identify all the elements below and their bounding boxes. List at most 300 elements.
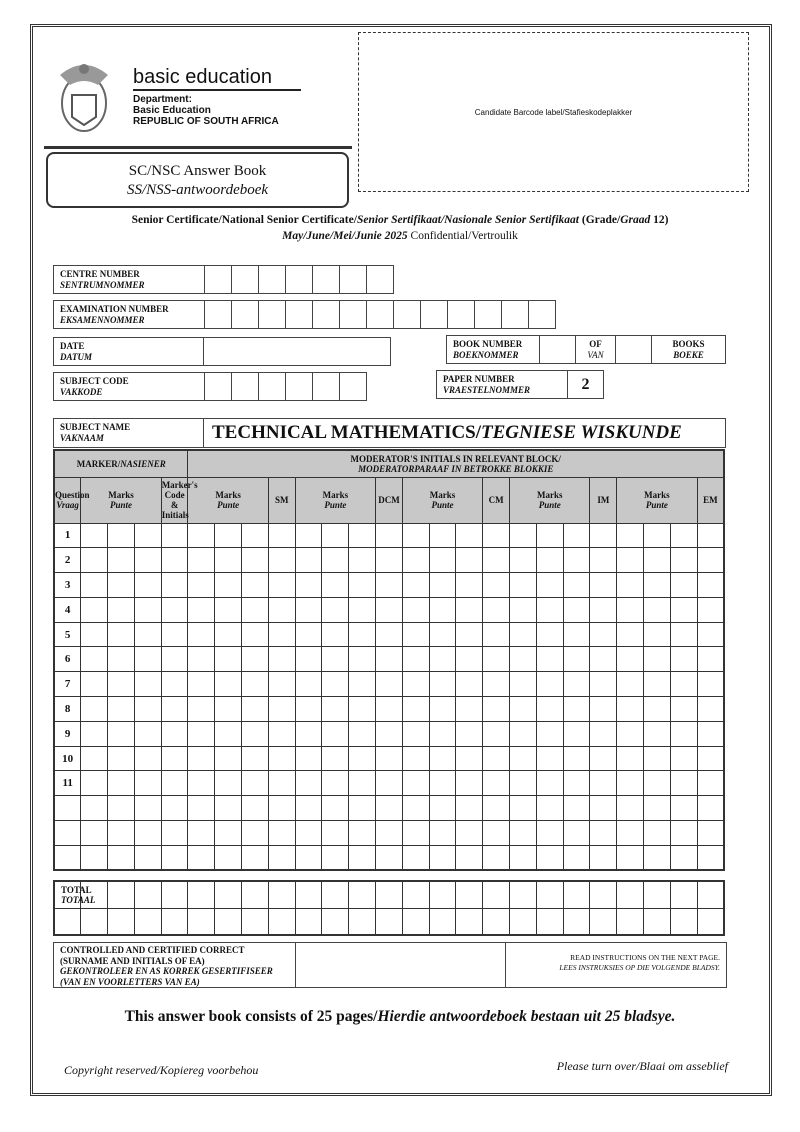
mark-cell[interactable] xyxy=(188,622,215,647)
mark-cell[interactable] xyxy=(456,548,483,573)
total-cell[interactable] xyxy=(617,908,644,935)
digit-box[interactable] xyxy=(393,301,420,328)
mark-cell[interactable] xyxy=(456,672,483,697)
total-cell[interactable] xyxy=(483,881,510,908)
mark-cell[interactable] xyxy=(188,548,215,573)
mark-cell[interactable] xyxy=(563,622,590,647)
mark-cell[interactable] xyxy=(295,647,322,672)
mark-cell[interactable] xyxy=(536,771,563,796)
mark-cell[interactable] xyxy=(295,721,322,746)
mark-cell[interactable] xyxy=(456,523,483,548)
total-cell[interactable] xyxy=(510,908,537,935)
mark-cell[interactable] xyxy=(81,697,108,722)
mark-cell[interactable] xyxy=(108,796,135,821)
mark-cell[interactable] xyxy=(402,771,429,796)
mark-cell[interactable] xyxy=(402,721,429,746)
mark-cell[interactable] xyxy=(590,721,617,746)
mark-cell[interactable] xyxy=(536,821,563,846)
mark-cell[interactable] xyxy=(322,721,349,746)
digit-box[interactable] xyxy=(312,373,339,400)
mark-cell[interactable] xyxy=(134,647,161,672)
mark-cell[interactable] xyxy=(376,647,403,672)
mark-cell[interactable] xyxy=(429,647,456,672)
total-cell[interactable] xyxy=(376,908,403,935)
mark-cell[interactable] xyxy=(456,796,483,821)
total-cell[interactable] xyxy=(456,908,483,935)
mark-cell[interactable] xyxy=(644,622,671,647)
mark-cell[interactable] xyxy=(483,697,510,722)
mark-cell[interactable] xyxy=(429,771,456,796)
mark-cell[interactable] xyxy=(134,573,161,598)
mark-cell[interactable] xyxy=(242,821,269,846)
mark-cell[interactable] xyxy=(510,746,537,771)
mark-cell[interactable] xyxy=(483,771,510,796)
mark-cell[interactable] xyxy=(108,548,135,573)
mark-cell[interactable] xyxy=(670,523,697,548)
mark-cell[interactable] xyxy=(242,771,269,796)
mark-cell[interactable] xyxy=(590,796,617,821)
mark-cell[interactable] xyxy=(590,548,617,573)
total-cell[interactable] xyxy=(134,908,161,935)
mark-cell[interactable] xyxy=(483,721,510,746)
mark-cell[interactable] xyxy=(81,597,108,622)
mark-cell[interactable] xyxy=(536,523,563,548)
mark-cell[interactable] xyxy=(322,697,349,722)
mark-cell[interactable] xyxy=(617,573,644,598)
mark-cell[interactable] xyxy=(510,647,537,672)
total-cell[interactable] xyxy=(322,908,349,935)
mark-cell[interactable] xyxy=(322,821,349,846)
mark-cell[interactable] xyxy=(563,597,590,622)
total-cell[interactable] xyxy=(268,908,295,935)
mark-cell[interactable] xyxy=(242,672,269,697)
total-cell[interactable] xyxy=(81,908,108,935)
total-cell[interactable] xyxy=(536,908,563,935)
mark-cell[interactable] xyxy=(322,622,349,647)
mark-cell[interactable] xyxy=(697,672,724,697)
mark-cell[interactable] xyxy=(108,821,135,846)
mark-cell[interactable] xyxy=(376,672,403,697)
mark-cell[interactable] xyxy=(670,573,697,598)
mark-cell[interactable] xyxy=(295,845,322,870)
total-cell[interactable] xyxy=(670,881,697,908)
mark-cell[interactable] xyxy=(536,796,563,821)
mark-cell[interactable] xyxy=(349,697,376,722)
mark-cell[interactable] xyxy=(429,821,456,846)
mark-cell[interactable] xyxy=(697,746,724,771)
mark-cell[interactable] xyxy=(188,845,215,870)
mark-cell[interactable] xyxy=(563,573,590,598)
total-cell[interactable] xyxy=(161,881,188,908)
mark-cell[interactable] xyxy=(268,523,295,548)
total-cell[interactable] xyxy=(536,881,563,908)
mark-cell[interactable] xyxy=(510,721,537,746)
mark-cell[interactable] xyxy=(456,746,483,771)
mark-cell[interactable] xyxy=(268,721,295,746)
mark-cell[interactable] xyxy=(295,548,322,573)
mark-cell[interactable] xyxy=(295,672,322,697)
mark-cell[interactable] xyxy=(81,796,108,821)
mark-cell[interactable] xyxy=(670,771,697,796)
digit-box[interactable] xyxy=(204,301,231,328)
total-cell[interactable] xyxy=(295,908,322,935)
mark-cell[interactable] xyxy=(161,746,188,771)
mark-cell[interactable] xyxy=(510,573,537,598)
mark-cell[interactable] xyxy=(134,721,161,746)
mark-cell[interactable] xyxy=(429,796,456,821)
mark-cell[interactable] xyxy=(510,672,537,697)
mark-cell[interactable] xyxy=(161,573,188,598)
mark-cell[interactable] xyxy=(376,771,403,796)
mark-cell[interactable] xyxy=(295,821,322,846)
mark-cell[interactable] xyxy=(268,548,295,573)
total-cell[interactable] xyxy=(670,908,697,935)
mark-cell[interactable] xyxy=(349,746,376,771)
mark-cell[interactable] xyxy=(322,746,349,771)
mark-cell[interactable] xyxy=(242,523,269,548)
digit-box[interactable] xyxy=(474,301,501,328)
mark-cell[interactable] xyxy=(510,548,537,573)
mark-cell[interactable] xyxy=(188,796,215,821)
total-cell[interactable] xyxy=(215,881,242,908)
mark-cell[interactable] xyxy=(376,597,403,622)
mark-cell[interactable] xyxy=(188,721,215,746)
mark-cell[interactable] xyxy=(510,771,537,796)
mark-cell[interactable] xyxy=(188,821,215,846)
mark-cell[interactable] xyxy=(402,573,429,598)
mark-cell[interactable] xyxy=(644,573,671,598)
mark-cell[interactable] xyxy=(134,796,161,821)
mark-cell[interactable] xyxy=(644,697,671,722)
mark-cell[interactable] xyxy=(563,845,590,870)
mark-cell[interactable] xyxy=(242,548,269,573)
mark-cell[interactable] xyxy=(697,697,724,722)
digit-box[interactable] xyxy=(204,373,231,400)
mark-cell[interactable] xyxy=(590,746,617,771)
digit-box[interactable] xyxy=(312,266,339,293)
date-field[interactable]: DATE DATUM xyxy=(53,337,391,366)
mark-cell[interactable] xyxy=(697,597,724,622)
mark-cell[interactable] xyxy=(295,622,322,647)
mark-cell[interactable] xyxy=(644,821,671,846)
mark-cell[interactable] xyxy=(134,697,161,722)
mark-cell[interactable] xyxy=(215,746,242,771)
total-cell[interactable] xyxy=(188,881,215,908)
mark-cell[interactable] xyxy=(242,746,269,771)
mark-cell[interactable] xyxy=(295,746,322,771)
mark-cell[interactable] xyxy=(429,845,456,870)
digit-box[interactable] xyxy=(258,373,285,400)
mark-cell[interactable] xyxy=(81,746,108,771)
mark-cell[interactable] xyxy=(670,845,697,870)
mark-cell[interactable] xyxy=(590,672,617,697)
examination-number-field[interactable]: EXAMINATION NUMBER EKSAMENNOMMER xyxy=(53,300,556,329)
mark-cell[interactable] xyxy=(617,672,644,697)
mark-cell[interactable] xyxy=(536,845,563,870)
total-cell[interactable] xyxy=(108,908,135,935)
mark-cell[interactable] xyxy=(268,672,295,697)
mark-cell[interactable] xyxy=(402,796,429,821)
mark-cell[interactable] xyxy=(349,845,376,870)
mark-cell[interactable] xyxy=(617,647,644,672)
mark-cell[interactable] xyxy=(188,771,215,796)
book-number-field[interactable]: BOOK NUMBER BOEKNOMMER OF VAN BOOKS BOEKE xyxy=(446,335,726,364)
mark-cell[interactable] xyxy=(376,622,403,647)
mark-cell[interactable] xyxy=(483,821,510,846)
total-cell[interactable] xyxy=(295,881,322,908)
mark-cell[interactable] xyxy=(536,647,563,672)
mark-cell[interactable] xyxy=(295,697,322,722)
mark-cell[interactable] xyxy=(402,647,429,672)
mark-cell[interactable] xyxy=(617,523,644,548)
mark-cell[interactable] xyxy=(456,647,483,672)
mark-cell[interactable] xyxy=(563,821,590,846)
mark-cell[interactable] xyxy=(376,746,403,771)
mark-cell[interactable] xyxy=(483,548,510,573)
mark-cell[interactable] xyxy=(376,548,403,573)
mark-cell[interactable] xyxy=(429,523,456,548)
mark-cell[interactable] xyxy=(188,697,215,722)
mark-cell[interactable] xyxy=(349,672,376,697)
mark-cell[interactable] xyxy=(402,597,429,622)
mark-cell[interactable] xyxy=(215,796,242,821)
mark-cell[interactable] xyxy=(268,796,295,821)
mark-cell[interactable] xyxy=(536,622,563,647)
mark-cell[interactable] xyxy=(161,622,188,647)
mark-cell[interactable] xyxy=(242,796,269,821)
mark-cell[interactable] xyxy=(215,523,242,548)
mark-cell[interactable] xyxy=(563,523,590,548)
total-cell[interactable] xyxy=(161,908,188,935)
mark-cell[interactable] xyxy=(295,771,322,796)
mark-cell[interactable] xyxy=(563,548,590,573)
total-cell[interactable] xyxy=(349,908,376,935)
total-cell[interactable] xyxy=(563,908,590,935)
mark-cell[interactable] xyxy=(215,672,242,697)
mark-cell[interactable] xyxy=(670,796,697,821)
total-cell[interactable] xyxy=(456,881,483,908)
mark-cell[interactable] xyxy=(161,548,188,573)
mark-cell[interactable] xyxy=(161,821,188,846)
mark-cell[interactable] xyxy=(81,721,108,746)
mark-cell[interactable] xyxy=(295,573,322,598)
digit-box[interactable] xyxy=(339,266,366,293)
mark-cell[interactable] xyxy=(215,548,242,573)
mark-cell[interactable] xyxy=(161,845,188,870)
mark-cell[interactable] xyxy=(617,821,644,846)
mark-cell[interactable] xyxy=(161,523,188,548)
mark-cell[interactable] xyxy=(215,721,242,746)
mark-cell[interactable] xyxy=(617,796,644,821)
mark-cell[interactable] xyxy=(670,622,697,647)
mark-cell[interactable] xyxy=(617,721,644,746)
mark-cell[interactable] xyxy=(590,821,617,846)
mark-cell[interactable] xyxy=(697,647,724,672)
mark-cell[interactable] xyxy=(134,548,161,573)
mark-cell[interactable] xyxy=(161,697,188,722)
total-cell[interactable] xyxy=(644,908,671,935)
mark-cell[interactable] xyxy=(242,647,269,672)
mark-cell[interactable] xyxy=(644,771,671,796)
mark-cell[interactable] xyxy=(188,746,215,771)
mark-cell[interactable] xyxy=(670,697,697,722)
mark-cell[interactable] xyxy=(81,622,108,647)
mark-cell[interactable] xyxy=(215,821,242,846)
mark-cell[interactable] xyxy=(161,647,188,672)
mark-cell[interactable] xyxy=(456,573,483,598)
mark-cell[interactable] xyxy=(644,647,671,672)
total-cell[interactable] xyxy=(590,881,617,908)
mark-cell[interactable] xyxy=(322,597,349,622)
total-cell[interactable] xyxy=(242,908,269,935)
mark-cell[interactable] xyxy=(322,845,349,870)
mark-cell[interactable] xyxy=(108,771,135,796)
mark-cell[interactable] xyxy=(268,697,295,722)
mark-cell[interactable] xyxy=(590,622,617,647)
mark-cell[interactable] xyxy=(563,796,590,821)
mark-cell[interactable] xyxy=(456,845,483,870)
mark-cell[interactable] xyxy=(215,647,242,672)
mark-cell[interactable] xyxy=(322,771,349,796)
mark-cell[interactable] xyxy=(644,548,671,573)
total-cell[interactable] xyxy=(215,908,242,935)
mark-cell[interactable] xyxy=(590,647,617,672)
mark-cell[interactable] xyxy=(483,597,510,622)
mark-cell[interactable] xyxy=(161,672,188,697)
mark-cell[interactable] xyxy=(510,796,537,821)
mark-cell[interactable] xyxy=(617,548,644,573)
mark-cell[interactable] xyxy=(402,548,429,573)
mark-cell[interactable] xyxy=(536,721,563,746)
mark-cell[interactable] xyxy=(670,721,697,746)
total-cell[interactable] xyxy=(402,881,429,908)
mark-cell[interactable] xyxy=(81,771,108,796)
mark-cell[interactable] xyxy=(349,821,376,846)
mark-cell[interactable] xyxy=(268,845,295,870)
mark-cell[interactable] xyxy=(697,771,724,796)
mark-cell[interactable] xyxy=(349,796,376,821)
total-cell[interactable] xyxy=(134,881,161,908)
mark-cell[interactable] xyxy=(81,845,108,870)
total-cell[interactable] xyxy=(697,881,724,908)
mark-cell[interactable] xyxy=(429,672,456,697)
mark-cell[interactable] xyxy=(563,697,590,722)
mark-cell[interactable] xyxy=(242,597,269,622)
total-cell[interactable] xyxy=(268,881,295,908)
mark-cell[interactable] xyxy=(510,622,537,647)
total-cell[interactable] xyxy=(644,881,671,908)
mark-cell[interactable] xyxy=(268,746,295,771)
mark-cell[interactable] xyxy=(697,721,724,746)
digit-box[interactable] xyxy=(285,266,312,293)
mark-cell[interactable] xyxy=(402,523,429,548)
mark-cell[interactable] xyxy=(215,845,242,870)
subject-code-field[interactable]: SUBJECT CODE VAKKODE xyxy=(53,372,367,401)
mark-cell[interactable] xyxy=(134,821,161,846)
mark-cell[interactable] xyxy=(483,523,510,548)
mark-cell[interactable] xyxy=(81,672,108,697)
total-cell[interactable] xyxy=(697,908,724,935)
mark-cell[interactable] xyxy=(670,597,697,622)
mark-cell[interactable] xyxy=(510,845,537,870)
mark-cell[interactable] xyxy=(697,548,724,573)
mark-cell[interactable] xyxy=(108,647,135,672)
mark-cell[interactable] xyxy=(429,597,456,622)
mark-cell[interactable] xyxy=(402,697,429,722)
mark-cell[interactable] xyxy=(429,697,456,722)
digit-box[interactable] xyxy=(285,373,312,400)
mark-cell[interactable] xyxy=(429,548,456,573)
mark-cell[interactable] xyxy=(268,647,295,672)
total-cell[interactable] xyxy=(617,881,644,908)
digit-box[interactable] xyxy=(204,266,231,293)
mark-cell[interactable] xyxy=(429,746,456,771)
mark-cell[interactable] xyxy=(483,622,510,647)
mark-cell[interactable] xyxy=(644,845,671,870)
mark-cell[interactable] xyxy=(483,845,510,870)
mark-cell[interactable] xyxy=(349,523,376,548)
mark-cell[interactable] xyxy=(697,622,724,647)
mark-cell[interactable] xyxy=(644,672,671,697)
mark-cell[interactable] xyxy=(108,721,135,746)
total-cell[interactable] xyxy=(402,908,429,935)
mark-cell[interactable] xyxy=(376,845,403,870)
mark-cell[interactable] xyxy=(108,697,135,722)
mark-cell[interactable] xyxy=(483,573,510,598)
mark-cell[interactable] xyxy=(268,821,295,846)
mark-cell[interactable] xyxy=(81,548,108,573)
digit-box[interactable] xyxy=(258,266,285,293)
mark-cell[interactable] xyxy=(295,523,322,548)
mark-cell[interactable] xyxy=(697,523,724,548)
mark-cell[interactable] xyxy=(376,697,403,722)
mark-cell[interactable] xyxy=(81,523,108,548)
mark-cell[interactable] xyxy=(617,697,644,722)
mark-cell[interactable] xyxy=(697,573,724,598)
mark-cell[interactable] xyxy=(456,697,483,722)
mark-cell[interactable] xyxy=(108,523,135,548)
mark-cell[interactable] xyxy=(188,672,215,697)
mark-cell[interactable] xyxy=(510,821,537,846)
digit-box[interactable] xyxy=(447,301,474,328)
mark-cell[interactable] xyxy=(456,721,483,746)
mark-cell[interactable] xyxy=(242,697,269,722)
mark-cell[interactable] xyxy=(483,647,510,672)
digit-box[interactable] xyxy=(339,301,366,328)
mark-cell[interactable] xyxy=(268,771,295,796)
mark-cell[interactable] xyxy=(402,746,429,771)
mark-cell[interactable] xyxy=(536,597,563,622)
mark-cell[interactable] xyxy=(349,597,376,622)
mark-cell[interactable] xyxy=(349,622,376,647)
mark-cell[interactable] xyxy=(108,672,135,697)
digit-box[interactable] xyxy=(339,373,366,400)
digit-box[interactable] xyxy=(231,373,258,400)
mark-cell[interactable] xyxy=(108,845,135,870)
mark-cell[interactable] xyxy=(349,573,376,598)
mark-cell[interactable] xyxy=(322,573,349,598)
mark-cell[interactable] xyxy=(510,597,537,622)
mark-cell[interactable] xyxy=(349,548,376,573)
mark-cell[interactable] xyxy=(134,845,161,870)
mark-cell[interactable] xyxy=(590,523,617,548)
digit-box[interactable] xyxy=(501,301,528,328)
mark-cell[interactable] xyxy=(617,845,644,870)
digit-box[interactable] xyxy=(528,301,555,328)
mark-cell[interactable] xyxy=(644,597,671,622)
mark-cell[interactable] xyxy=(322,548,349,573)
mark-cell[interactable] xyxy=(483,672,510,697)
